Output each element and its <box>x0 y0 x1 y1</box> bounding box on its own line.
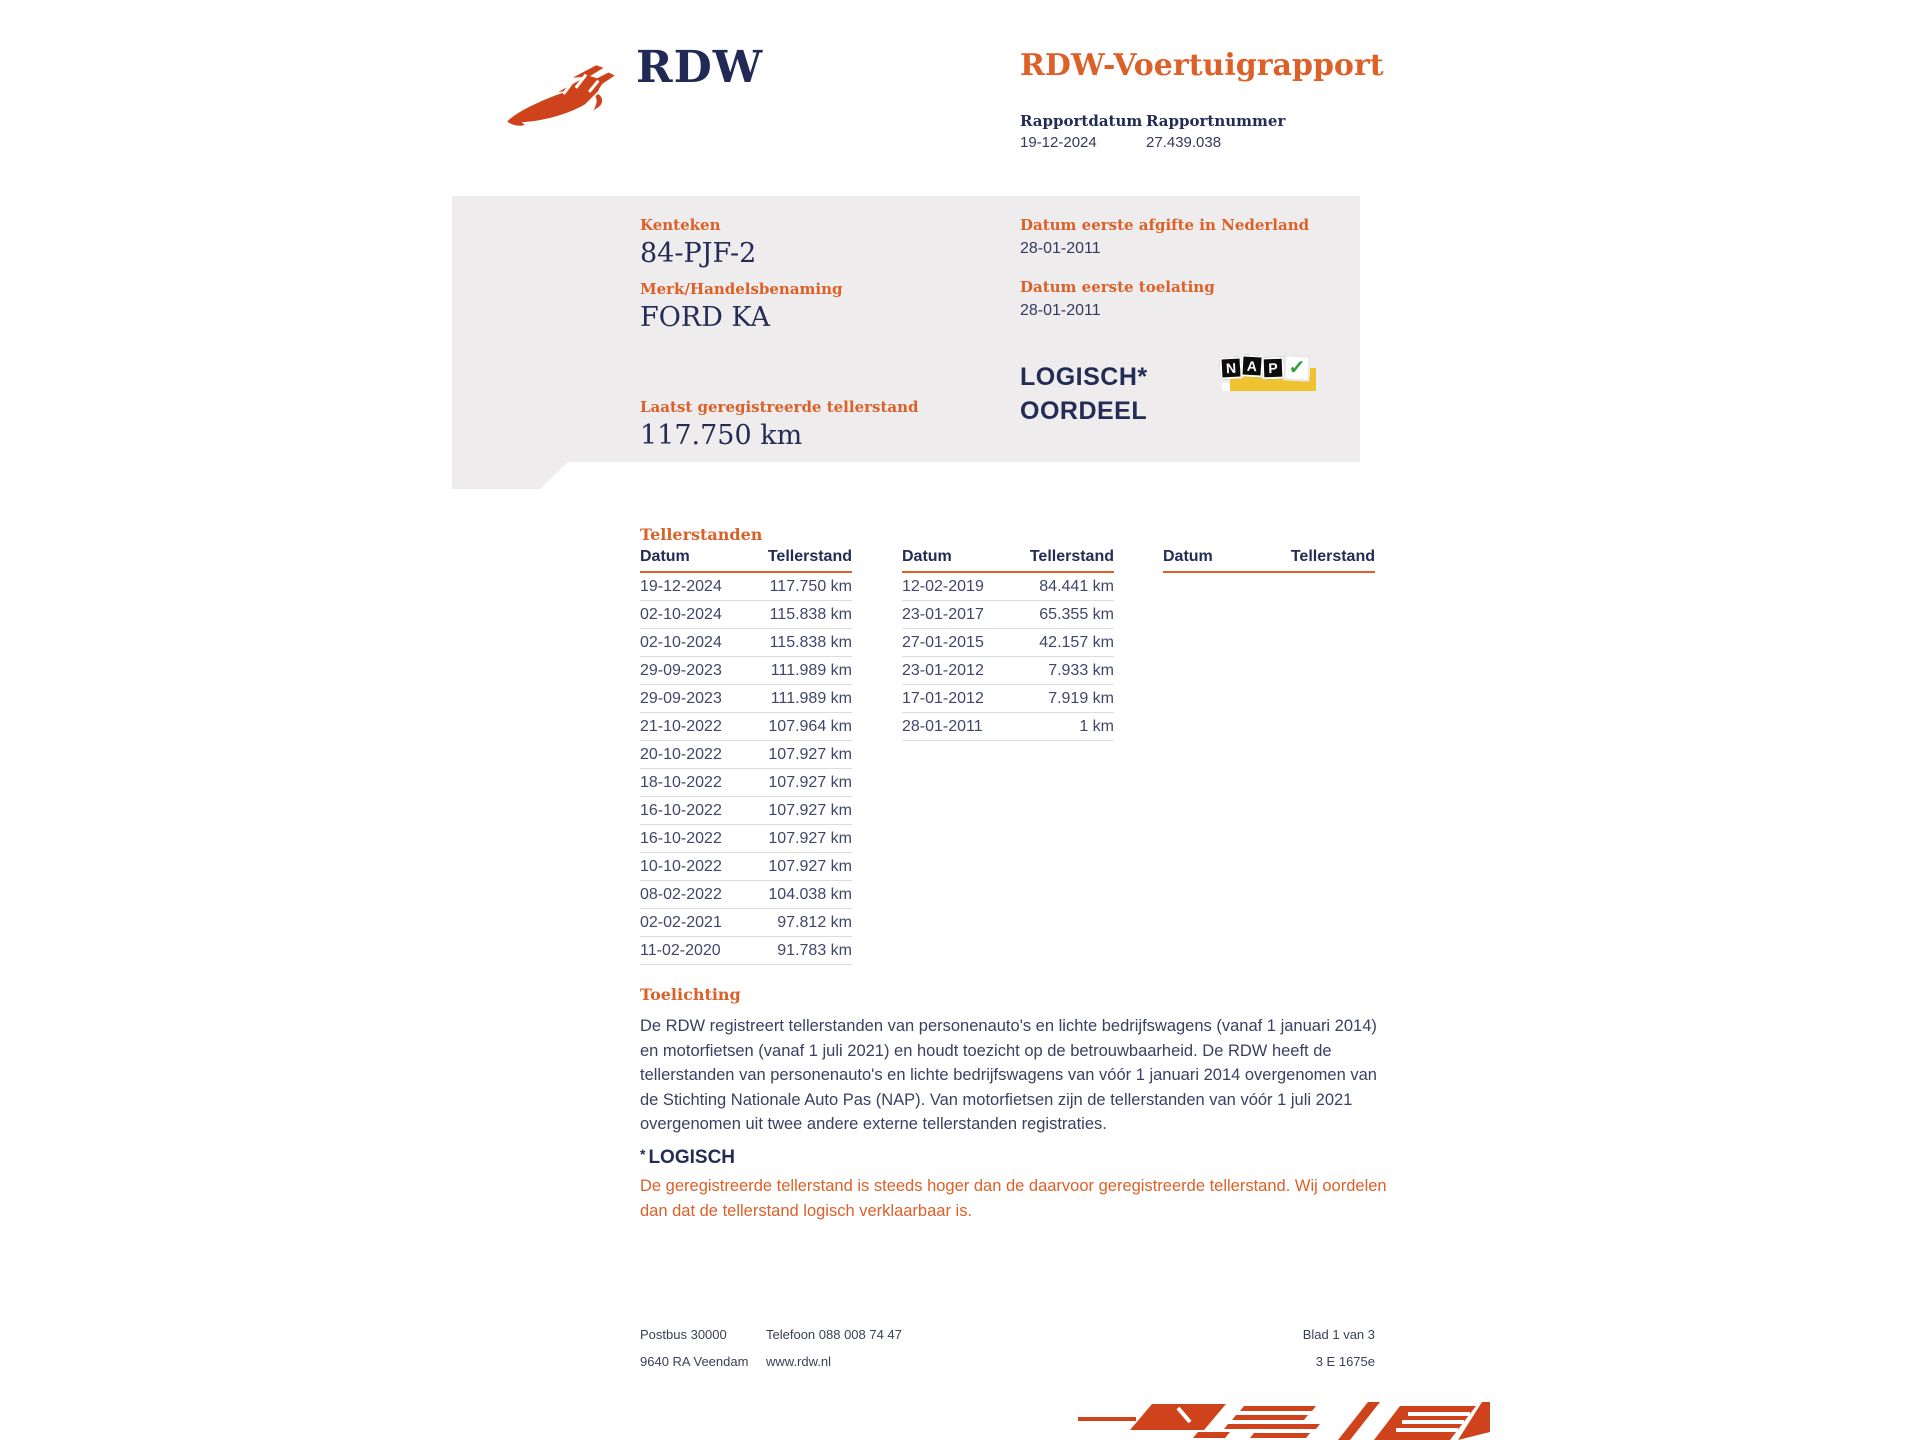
row-date: 17-01-2012 <box>902 690 984 707</box>
row-tellerstand: 1 km <box>1079 718 1114 735</box>
table-row <box>640 685 852 713</box>
column-header-tellerstand: Tellerstand <box>1029 548 1114 565</box>
table-header <box>902 548 1114 573</box>
footer-telefoon: Telefoon 088 008 74 47 <box>766 1327 902 1342</box>
footer-website: www.rdw.nl <box>766 1354 832 1369</box>
table-row <box>640 937 852 965</box>
column-header-datum: Datum <box>1163 548 1213 565</box>
footer-page-number: Blad 1 van 3 <box>1302 1327 1375 1342</box>
row-date: 11-02-2020 <box>640 942 721 959</box>
table-row <box>640 573 852 601</box>
table-row <box>640 825 852 853</box>
table-row <box>902 601 1114 629</box>
table-row <box>902 629 1114 657</box>
column-header-datum: Datum <box>640 548 690 565</box>
table-row <box>640 713 852 741</box>
footer-form-code: 3 E 1675e <box>1315 1354 1375 1369</box>
tellerstanden-table-2 <box>902 548 1114 741</box>
report-number-value: 27.439.038 <box>1146 134 1222 151</box>
table-row <box>640 657 852 685</box>
row-date: 29-09-2023 <box>640 662 722 679</box>
row-tellerstand: 111.989 km <box>770 690 852 707</box>
vehicle-summary-panel-tail <box>452 462 568 489</box>
row-tellerstand: 84.441 km <box>1039 578 1114 595</box>
table-row <box>902 573 1114 601</box>
row-tellerstand: 91.783 km <box>777 942 852 959</box>
rdw-logo <box>498 42 764 142</box>
rdw-logo-text: RDW <box>636 42 764 93</box>
row-tellerstand: 107.927 km <box>768 858 852 875</box>
row-date: 29-09-2023 <box>640 690 722 707</box>
afgifte-value: 28-01-2011 <box>1020 240 1101 257</box>
table-header <box>1163 548 1375 573</box>
row-tellerstand: 117.750 km <box>769 578 852 595</box>
table-header <box>640 548 852 573</box>
row-tellerstand: 97.812 km <box>777 914 852 931</box>
row-tellerstand: 65.355 km <box>1039 606 1114 623</box>
table-row <box>640 741 852 769</box>
row-date: 23-01-2017 <box>902 606 984 623</box>
merk-value: FORD KA <box>640 302 771 333</box>
nap-logo <box>1220 355 1324 397</box>
toelichting-body: De RDW registreert tellerstanden van personenauto's en lichte bedrijfswagens (vanaf 1 januari 2014) en motorfietsen (vanaf 1 juli 2021) en houdt toezicht op de betrouwbaarheid. De RDW heeft de tellerstanden van personenauto's en lichte bedrijfswagens van vóór 1 januari 2014 overgenomen van de Stichting Nationale Auto Pas (NAP). Van motorfietsen zijn de tellerstanden van vóór 1 juli 2021 overgenomen uit twee andere externe tellerstanden registraties. <box>640 1017 1377 1133</box>
table-row <box>640 629 852 657</box>
merk-label: Merk/Handelsbenaming <box>640 280 843 298</box>
column-header-tellerstand: Tellerstand <box>1290 548 1375 565</box>
table-row <box>640 601 852 629</box>
table-row <box>640 797 852 825</box>
tellerstanden-table-1 <box>640 548 852 965</box>
row-tellerstand: 104.038 km <box>768 886 852 903</box>
kenteken-label: Kenteken <box>640 216 721 234</box>
table-row <box>902 713 1114 741</box>
row-tellerstand: 42.157 km <box>1039 634 1114 651</box>
row-tellerstand: 115.838 km <box>769 606 852 623</box>
logisch-body: De geregistreerde tellerstand is steeds hoger dan de daarvoor geregistreerde tellerstand. Wij oordelen dan dat de tellerstand logisch verklaarbaar is. <box>640 1177 1387 1220</box>
report-date-label: Rapportdatum <box>1020 112 1143 130</box>
toelating-label: Datum eerste toelating <box>1020 278 1215 296</box>
nap-letter-n: N <box>1219 356 1242 379</box>
tellerstanden-table-3 <box>1163 548 1375 573</box>
table-row <box>640 853 852 881</box>
vehicle-summary-panel <box>452 196 1360 462</box>
row-tellerstand: 107.927 km <box>768 802 852 819</box>
footer-plaats: 9640 RA Veendam <box>640 1354 749 1369</box>
nap-check-icon: ✓ <box>1283 354 1310 381</box>
report-number-label: Rapportnummer <box>1146 112 1286 130</box>
table-row <box>902 685 1114 713</box>
table-row <box>902 657 1114 685</box>
row-date: 20-10-2022 <box>640 746 722 763</box>
nap-letter-p: P <box>1262 357 1285 380</box>
logisch-heading-text: LOGISCH <box>648 1147 736 1168</box>
row-tellerstand: 107.927 km <box>768 830 852 847</box>
tellerstanden-heading: Tellerstanden <box>640 525 763 544</box>
row-date: 27-01-2015 <box>902 634 984 651</box>
row-date: 02-02-2021 <box>640 914 722 931</box>
row-tellerstand: 111.989 km <box>770 662 852 679</box>
row-date: 10-10-2022 <box>640 858 722 875</box>
row-date: 21-10-2022 <box>640 718 722 735</box>
toelichting-heading: Toelichting <box>640 985 741 1004</box>
row-date: 08-02-2022 <box>640 886 722 903</box>
table-row <box>640 769 852 797</box>
row-tellerstand: 107.927 km <box>768 774 852 791</box>
column-header-datum: Datum <box>902 548 952 565</box>
logisch-asterisk: * <box>640 1146 646 1162</box>
kenteken-value: 84-PJF-2 <box>640 238 757 269</box>
oordeel-line2: OORDEEL <box>1020 397 1148 425</box>
row-date: 02-10-2024 <box>640 634 722 651</box>
laatste-tellerstand-label: Laatst geregistreerde tellerstand <box>640 398 919 416</box>
oordeel-line1: LOGISCH* <box>1020 363 1148 391</box>
table-row <box>640 909 852 937</box>
row-tellerstand: 115.838 km <box>769 634 852 651</box>
row-tellerstand: 7.933 km <box>1048 662 1114 679</box>
row-date: 02-10-2024 <box>640 606 722 623</box>
rdw-stripes-decoration <box>1078 1398 1490 1440</box>
row-tellerstand: 107.927 km <box>768 746 852 763</box>
row-tellerstand: 107.964 km <box>768 718 852 735</box>
table-row <box>640 881 852 909</box>
row-tellerstand: 7.919 km <box>1048 690 1114 707</box>
column-header-tellerstand: Tellerstand <box>767 548 852 565</box>
toelating-value: 28-01-2011 <box>1020 302 1101 319</box>
row-date: 16-10-2022 <box>640 830 722 847</box>
nap-white-notch <box>1222 383 1230 391</box>
nap-letter-a: A <box>1240 354 1263 377</box>
logisch-heading <box>640 1146 735 1169</box>
row-date: 16-10-2022 <box>640 802 722 819</box>
page-title: RDW-Voertuigrapport <box>1020 48 1384 83</box>
afgifte-label: Datum eerste afgifte in Nederland <box>1020 216 1310 234</box>
report-date-value: 19-12-2024 <box>1020 134 1097 151</box>
rdw-wing-icon <box>498 54 626 136</box>
oordeel-text <box>1020 360 1148 428</box>
row-date: 18-10-2022 <box>640 774 722 791</box>
laatste-tellerstand-value: 117.750 km <box>640 420 803 451</box>
row-date: 19-12-2024 <box>640 578 722 595</box>
row-date: 12-02-2019 <box>902 578 984 595</box>
footer-postbus: Postbus 30000 <box>640 1327 727 1342</box>
row-date: 23-01-2012 <box>902 662 984 679</box>
row-date: 28-01-2011 <box>902 718 983 735</box>
